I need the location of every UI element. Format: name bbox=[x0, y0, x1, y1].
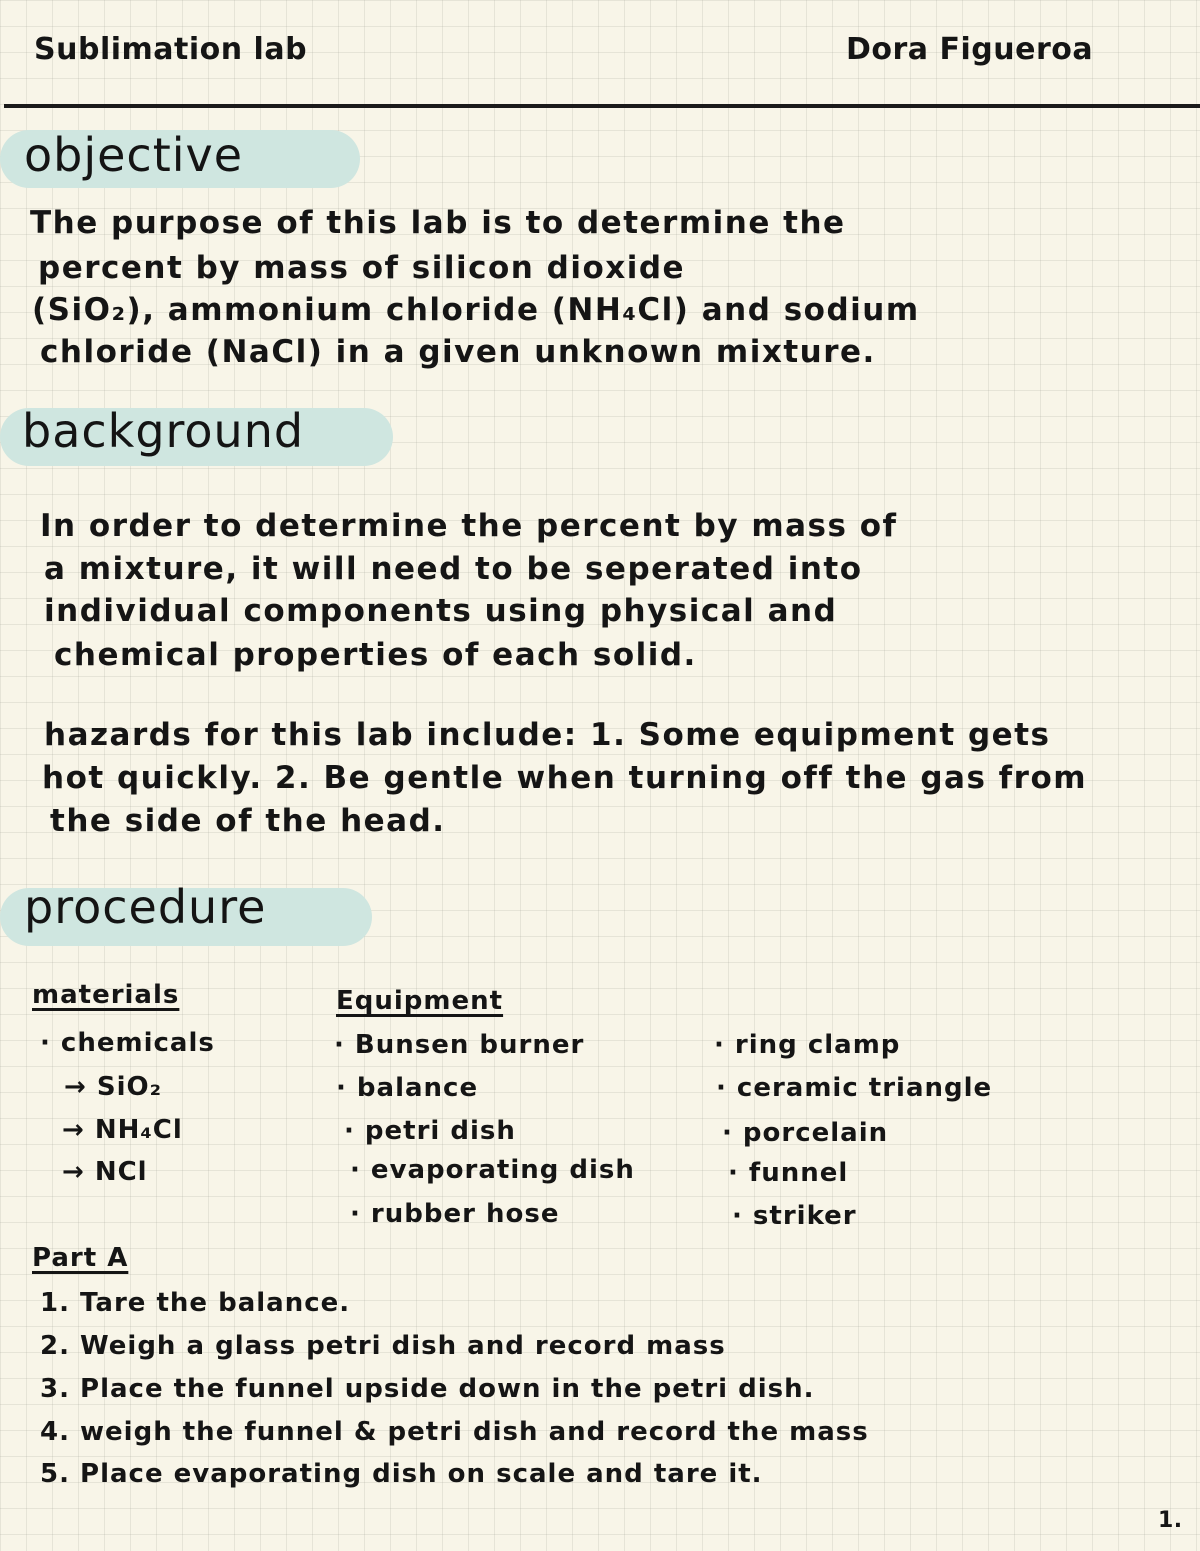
equipment-heading: Equipment bbox=[336, 986, 504, 1016]
equipment-item: · funnel bbox=[728, 1158, 849, 1188]
objective-line: (SiO₂), ammonium chloride (NH₄Cl) and sodium bbox=[32, 292, 920, 328]
objective-heading: objective bbox=[24, 128, 244, 182]
hazards-line: hot quickly. 2. Be gentle when turning off the gas from bbox=[42, 760, 1088, 796]
materials-item: → NH₄Cl bbox=[62, 1115, 183, 1145]
header-divider bbox=[4, 104, 1200, 108]
background-line: a mixture, it will need to be seperated into bbox=[44, 551, 863, 587]
equipment-item: · Bunsen burner bbox=[334, 1030, 585, 1060]
background-line: In order to determine the percent by mass of bbox=[40, 508, 898, 544]
part-a-step: 5. Place evaporating dish on scale and tare it. bbox=[40, 1459, 763, 1489]
objective-line: chloride (NaCl) in a given unknown mixture. bbox=[40, 334, 876, 370]
hazards-line: hazards for this lab include: 1. Some equipment gets bbox=[44, 717, 1051, 753]
equipment-item: · evaporating dish bbox=[350, 1155, 635, 1185]
part-a-step: 1. Tare the balance. bbox=[40, 1288, 351, 1318]
hazards-line: the side of the head. bbox=[50, 803, 446, 839]
procedure-heading: procedure bbox=[24, 880, 267, 934]
equipment-item: · porcelain bbox=[722, 1118, 889, 1148]
materials-item: → NCl bbox=[62, 1157, 148, 1187]
background-line: individual components using physical and bbox=[44, 593, 838, 629]
page-number: 1. bbox=[1158, 1508, 1183, 1533]
document-title: Sublimation lab bbox=[34, 32, 308, 67]
materials-heading: materials bbox=[32, 980, 180, 1010]
part-a-step: 2. Weigh a glass petri dish and record mass bbox=[40, 1331, 726, 1361]
author-name: Dora Figueroa bbox=[846, 32, 1094, 67]
equipment-item: · petri dish bbox=[344, 1116, 516, 1146]
equipment-item: · balance bbox=[336, 1073, 479, 1103]
equipment-item: · ceramic triangle bbox=[716, 1073, 993, 1103]
equipment-item: · rubber hose bbox=[350, 1199, 560, 1229]
materials-item: · chemicals bbox=[40, 1028, 215, 1058]
part-a-step: 3. Place the funnel upside down in the petri dish. bbox=[40, 1374, 815, 1404]
background-heading: background bbox=[22, 404, 305, 458]
part-a-heading: Part A bbox=[32, 1243, 129, 1273]
part-a-step: 4. weigh the funnel & petri dish and record the mass bbox=[40, 1417, 869, 1447]
background-line: chemical properties of each solid. bbox=[54, 637, 697, 673]
objective-line: percent by mass of silicon dioxide bbox=[38, 250, 686, 286]
materials-item: → SiO₂ bbox=[64, 1072, 162, 1102]
objective-line: The purpose of this lab is to determine the bbox=[30, 205, 846, 241]
equipment-item: · striker bbox=[732, 1201, 857, 1231]
equipment-item: · ring clamp bbox=[714, 1030, 901, 1060]
